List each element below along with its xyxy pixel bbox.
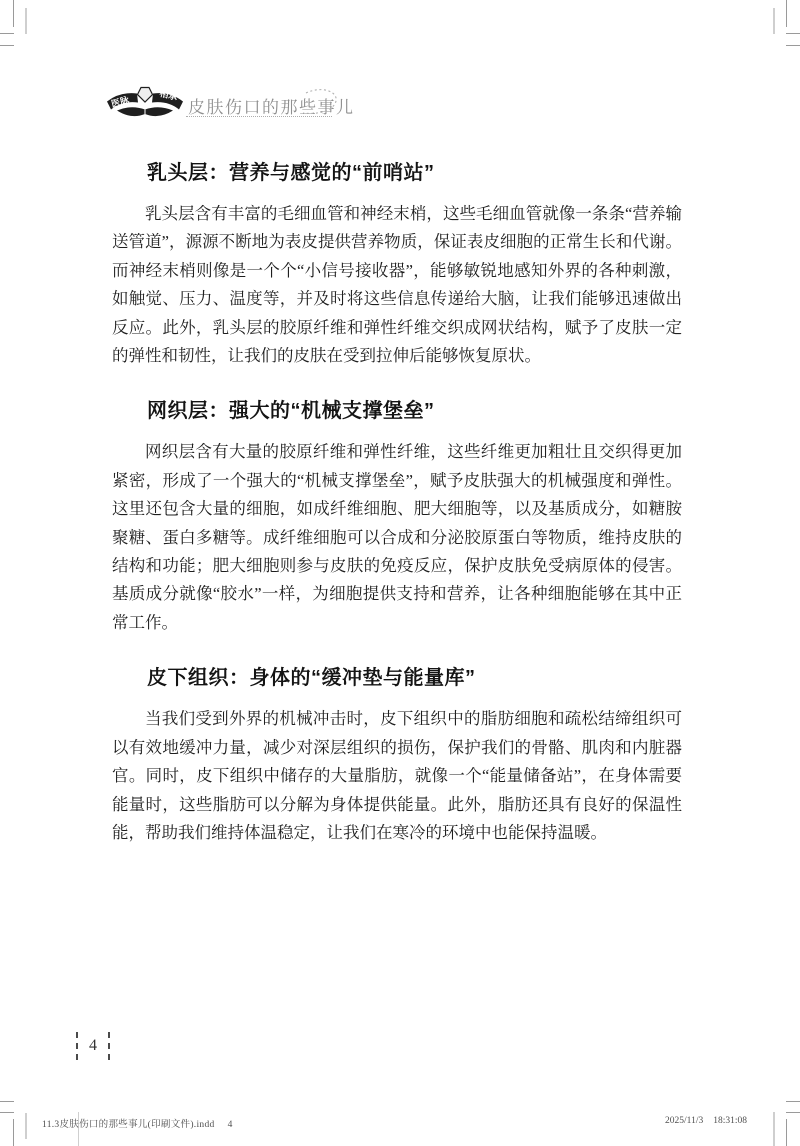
slug-print-date: 2025/11/3 [665, 1116, 704, 1126]
trim-mark [13, 0, 14, 27]
page-number-block [76, 1031, 110, 1061]
trim-mark [0, 45, 14, 46]
folio-dash-right [108, 1032, 110, 1060]
section-paragraph: 乳头层含有丰富的毛细血管和神经末梢，这些毛细血管就像一条条“营养输送管道”，源源不断地为表皮提供营养物质，保证表皮细胞的正常生长和代谢。而神经末梢则像是一个个“小信号接收器”，能够敏锐地感知外界的各种刺激，如触觉、压力、温度等，并及时将这些信息传递给大脑，让我们能够迅速做出反应。此外，乳头层的胶原纤维和弹性纤维交织成网状结构，赋予了皮肤一定的弹性和韧性，让我们的皮肤在受到拉伸后能够恢复原状。 [112, 204, 682, 366]
section-reticular-layer [112, 396, 682, 637]
title-dotted-arc [302, 85, 342, 119]
trim-mark [0, 1101, 14, 1102]
publisher-logo-icon [106, 85, 184, 124]
slug-print-time: 18:31:08 [713, 1116, 747, 1126]
section-paragraph: 当我们受到外界的机械冲击时，皮下组织中的脂肪细胞和疏松结缔组织可以有效地缓冲力量，减少对深层组织的损伤，保护我们的骨骼、肌肉和内脏器官。同时，皮下组织中储存的大量脂肪，就像一个“能量储备站”，在身体需要能量时，这些脂肪可以分解为身体提供能量。此外，脂肪还具有良好的保温性能，帮助我们维持体温稳定，让我们在寒冷的环境中也能保持温暖。 [112, 709, 682, 842]
trim-mark [786, 1119, 787, 1146]
trim-mark [773, 8, 775, 34]
section-paragraph: 网织层含有大量的胶原纤维和弹性纤维，这些纤维更加粗壮且交织得更加紧密，形成了一个强大的“机械支撑堡垒”，赋予皮肤强大的机械强度和弹性。这里还包含大量的细胞，如成纤维细胞、肥大细胞等，以及基质成分，如糖胺聚糖、蛋白多糖等。成纤维细胞可以合成和分泌胶原蛋白等物质，维持皮肤的结构和功能；肥大细胞则参与皮肤的免疫反应，保护皮肤免受病原体的侵害。基质成分就像“胶水”一样，为细胞提供支持和营养，让各种细胞能够在其中正常工作。 [112, 442, 682, 632]
section-heading: 乳头层：营养与感觉的“前哨站” [147, 162, 435, 184]
trim-mark [25, 8, 27, 34]
logo-text-right: 相承 [158, 88, 179, 103]
section-heading: 网织层：强大的“机械支撑堡垒” [147, 400, 435, 423]
book-title: 皮肤伤口的那些事儿 [188, 98, 355, 117]
slug-timestamp [665, 1116, 747, 1126]
trim-mark [786, 0, 787, 27]
main-content [112, 158, 682, 847]
trim-mark [786, 45, 800, 46]
folio-dash-left [76, 1032, 78, 1060]
trim-mark [0, 33, 14, 34]
trim-mark [13, 1119, 14, 1146]
slug-file-page: 4 [227, 1120, 233, 1130]
trim-mark [25, 1113, 27, 1139]
slug-file-info [42, 1116, 233, 1130]
page-number: 4 [89, 1037, 97, 1054]
trim-mark [0, 1112, 14, 1113]
section-subcutaneous-tissue [112, 663, 682, 847]
trim-mark [786, 1101, 800, 1102]
trim-mark [786, 33, 800, 34]
trim-mark [773, 1112, 775, 1146]
logo-text-left: 医脉 [110, 94, 131, 110]
slug-file-name: 11.3皮肤伤口的那些事儿(印刷文件).indd [42, 1120, 215, 1130]
section-papillary-layer [112, 158, 682, 370]
trim-mark [786, 1112, 800, 1113]
section-heading: 皮下组织：身体的“缓冲垫与能量库” [147, 667, 476, 690]
